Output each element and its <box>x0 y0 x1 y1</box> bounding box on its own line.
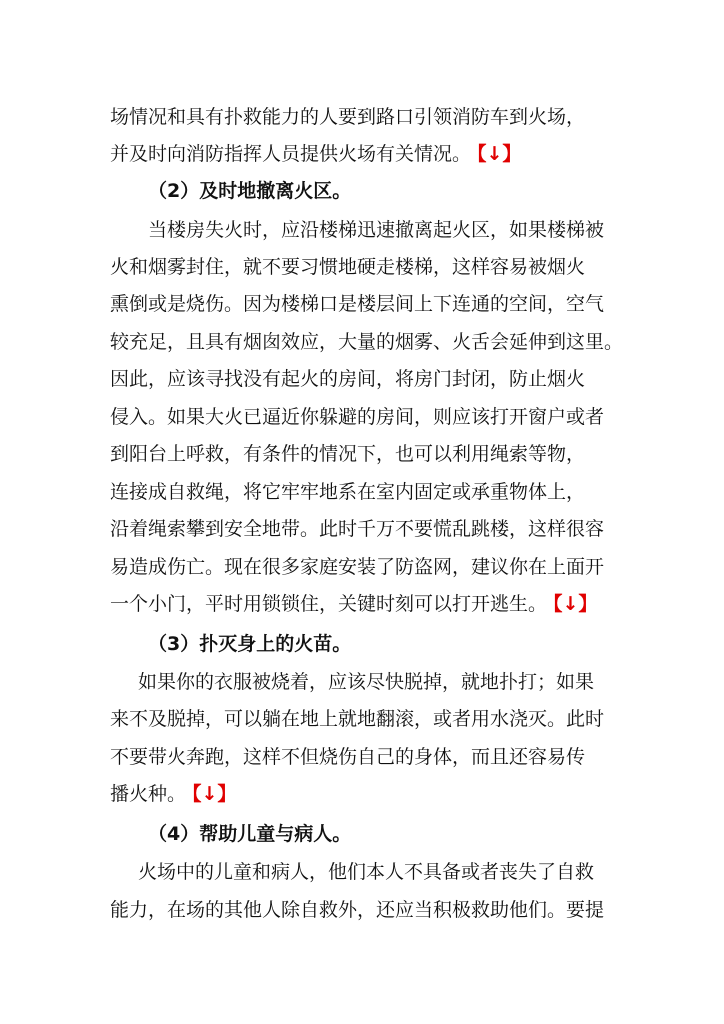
page-break-marker[interactable]: 【↓】 <box>477 143 522 165</box>
text-line: 不要带火奔跑，这样不但烧伤自己的身体，而且还容易传 <box>110 746 586 768</box>
text-line: 较充足，且具有烟囱效应，大量的烟雾、火舌会延伸到这里。 <box>110 331 624 353</box>
page-break-marker[interactable]: 【↓】 <box>553 593 598 615</box>
text-line: 到阳台上呼救，有条件的情况下，也可以利用绳索等物， <box>110 443 586 465</box>
text-line <box>110 591 597 617</box>
text-line: 来不及脱掉，可以躺在地上就地翻滚，或者用水浇灭。此时 <box>110 708 605 730</box>
text-line: 侵入。如果大火已逼近你躲避的房间，则应该打开窗户或者 <box>110 406 605 428</box>
text-line: 场情况和具有扑救能力的人要到路口引领消防车到火场， <box>110 106 586 128</box>
text-line <box>110 781 236 807</box>
section-heading: （3）扑灭身上的火苗。 <box>148 633 352 655</box>
section-heading: （2）及时地撤离火区。 <box>148 180 352 202</box>
text-line <box>110 141 521 167</box>
text-line: 如果你的衣服被烧着，应该尽快脱掉，就地扑打；如果 <box>138 671 595 693</box>
text-span: 播火种。 <box>110 783 187 805</box>
text-line: 易造成伤亡。现在很多家庭安装了防盗网，建议你在上面开 <box>110 556 605 578</box>
text-line: 连接成自救绳，将它牢牢地系在室内固定或承重物体上， <box>110 481 586 503</box>
text-line: 火场中的儿童和病人，他们本人不具备或者丧失了自救 <box>138 861 595 883</box>
text-line: 沿着绳索攀到安全地带。此时千万不要慌乱跳楼，这样很容 <box>110 518 605 540</box>
text-line: 火和烟雾封住，就不要习惯地硬走楼梯，这样容易被烟火 <box>110 256 586 278</box>
text-span: 一个小门，平时用锁锁住，关键时刻可以打开逃生。 <box>110 593 548 615</box>
text-line: 因此，应该寻找没有起火的房间，将房门封闭，防止烟火 <box>110 368 586 390</box>
section-heading: （4）帮助儿童与病人。 <box>148 823 352 845</box>
text-line: 熏倒或是烧伤。因为楼梯口是楼层间上下连通的空间，空气 <box>110 293 605 315</box>
text-span: 并及时向消防指挥人员提供火场有关情况。 <box>110 143 472 165</box>
page-break-marker[interactable]: 【↓】 <box>192 783 237 805</box>
text-line: 能力，在场的其他人除自救外，还应当积极救助他们。要提 <box>110 899 605 921</box>
text-line: 当楼房失火时，应沿楼梯迅速撤离起火区，如果楼梯被 <box>148 219 605 241</box>
